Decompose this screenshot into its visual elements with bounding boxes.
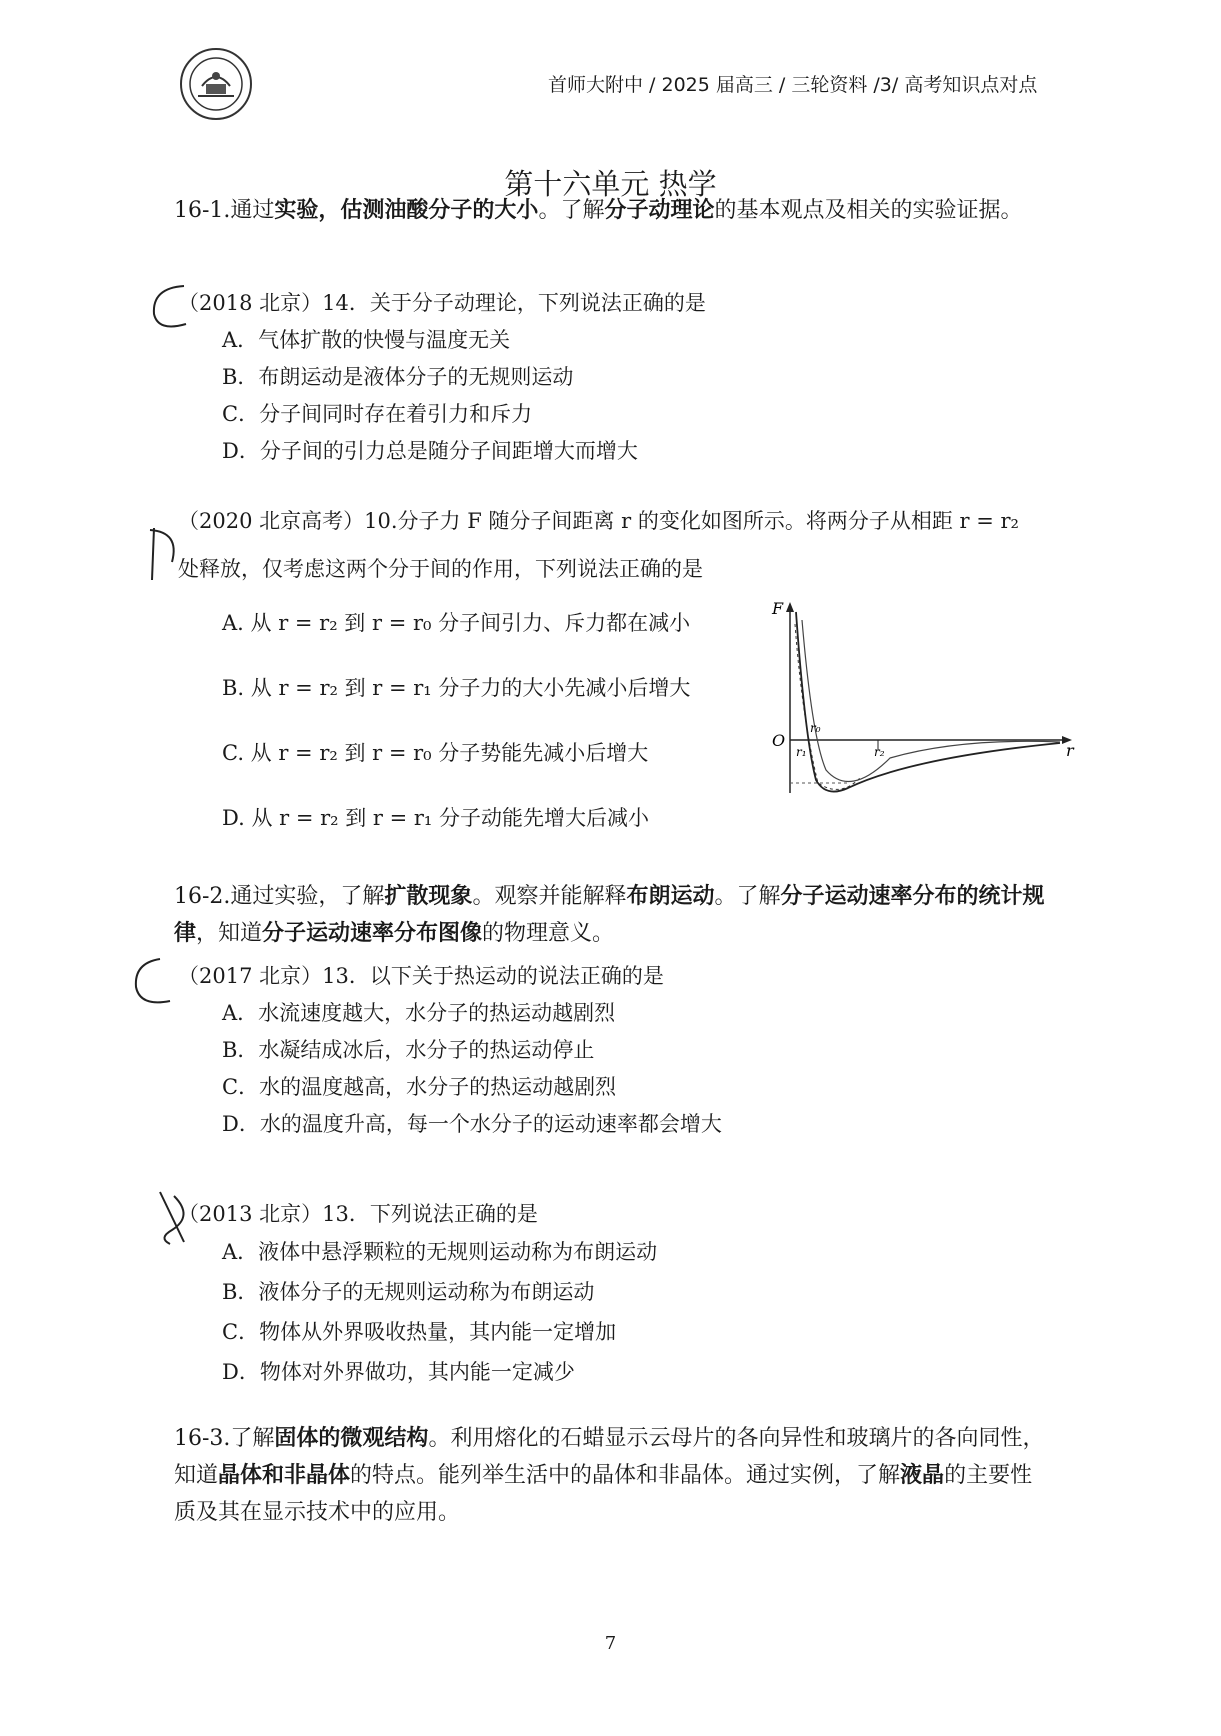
question-2020-option-a: A. 从 r = r₂ 到 r = r₀ 分子间引力、斥力都在减小 bbox=[222, 611, 691, 635]
question-2017-option-d: D．水的温度升高，每一个水分子的运动速率都会增大 bbox=[222, 1112, 722, 1136]
question-2017-option-b: B．水凝结成冰后，水分子的热运动停止 bbox=[222, 1038, 595, 1062]
r2-label: r₂ bbox=[874, 745, 885, 759]
question-2018-option-c: C．分子间同时存在着引力和斥力 bbox=[222, 402, 533, 426]
force-curve bbox=[796, 612, 1060, 792]
unit-title: 第十六单元 热学 bbox=[504, 167, 717, 201]
y-axis-label: F bbox=[772, 599, 784, 618]
origin-label: O bbox=[772, 731, 786, 750]
question-2018-option-b: B．布朗运动是液体分子的无规则运动 bbox=[222, 365, 574, 389]
handwritten-answer-mark bbox=[130, 953, 178, 1013]
question-2020-option-d: D. 从 r = r₂ 到 r = r₁ 分子动能先增大后减小 bbox=[222, 806, 650, 830]
question-2013-option-b: B．液体分子的无规则运动称为布朗运动 bbox=[222, 1280, 595, 1304]
r0-label: r₀ bbox=[810, 721, 821, 735]
question-2018-option-d: D．分子间的引力总是随分子间距增大而增大 bbox=[222, 439, 638, 463]
r1-label: r₁ bbox=[796, 745, 807, 759]
question-2017-option-c: C．水的温度越高，水分子的热运动越剧烈 bbox=[222, 1075, 617, 1099]
question-2013-option-a: A．液体中悬浮颗粒的无规则运动称为布朗运动 bbox=[222, 1240, 658, 1264]
question-2013-option-d: D．物体对外界做功，其内能一定减少 bbox=[222, 1360, 575, 1384]
question-2017-stem: （2017 北京）13．以下关于热运动的说法正确的是 bbox=[178, 964, 664, 988]
question-2013-stem: （2013 北京）13．下列说法正确的是 bbox=[178, 1202, 538, 1226]
x-axis-label: r bbox=[1066, 741, 1074, 760]
potential-curve bbox=[802, 620, 1060, 782]
handwritten-answer-mark bbox=[150, 1186, 200, 1250]
school-logo bbox=[178, 46, 254, 122]
handwritten-answer-mark bbox=[146, 280, 194, 336]
page-header: 首师大附中 / 2025 届高三 / 三轮资料 /3/ 高考知识点对点 bbox=[548, 74, 1038, 96]
question-2018-stem: （2018 北京）14．关于分子动理论，下列说法正确的是 bbox=[178, 291, 706, 315]
y-axis-arrow bbox=[786, 602, 794, 612]
force-distance-figure bbox=[760, 598, 1080, 808]
section-16-3: 16-3.了解固体的微观结构。利用熔化的石蜡显示云母片的各向异性和玻璃片的各向同性，知道晶体和非晶体的特点。能列举生活中的晶体和非晶体。通过实例，了解液晶的主要性质及其在显示技术中的应用。 bbox=[174, 1425, 1045, 1525]
question-2020-stem-line2: 处释放，仅考虑这两个分于间的作用，下列说法正确的是 bbox=[178, 557, 703, 581]
question-2020-option-b: B. 从 r = r₂ 到 r = r₁ 分子力的大小先减小后增大 bbox=[222, 676, 691, 700]
question-2018-option-a: A．气体扩散的快慢与温度无关 bbox=[222, 328, 511, 352]
question-2017-option-a: A．水流速度越大，水分子的热运动越剧烈 bbox=[222, 1001, 616, 1025]
page-number: 7 bbox=[604, 1633, 617, 1654]
question-2020-option-c: C. 从 r = r₂ 到 r = r₀ 分子势能先减小后增大 bbox=[222, 741, 649, 765]
question-2013-option-c: C．物体从外界吸收热量，其内能一定增加 bbox=[222, 1320, 617, 1344]
section-16-1: 16-1.通过实验，估测油酸分子的大小。了解分子动理论的基本观点及相关的实验证据。 bbox=[174, 197, 1023, 223]
handwritten-answer-mark bbox=[140, 522, 186, 586]
section-16-2: 16-2.通过实验，了解扩散现象。观察并能解释布朗运动。了解分子运动速率分布的统计规律，知道分子运动速率分布图像的物理意义。 bbox=[174, 883, 1045, 946]
question-2020-stem-line1: （2020 北京高考）10.分子力 F 随分子间距离 r 的变化如图所示。将两分子从相距 r = r₂ bbox=[178, 509, 1019, 533]
